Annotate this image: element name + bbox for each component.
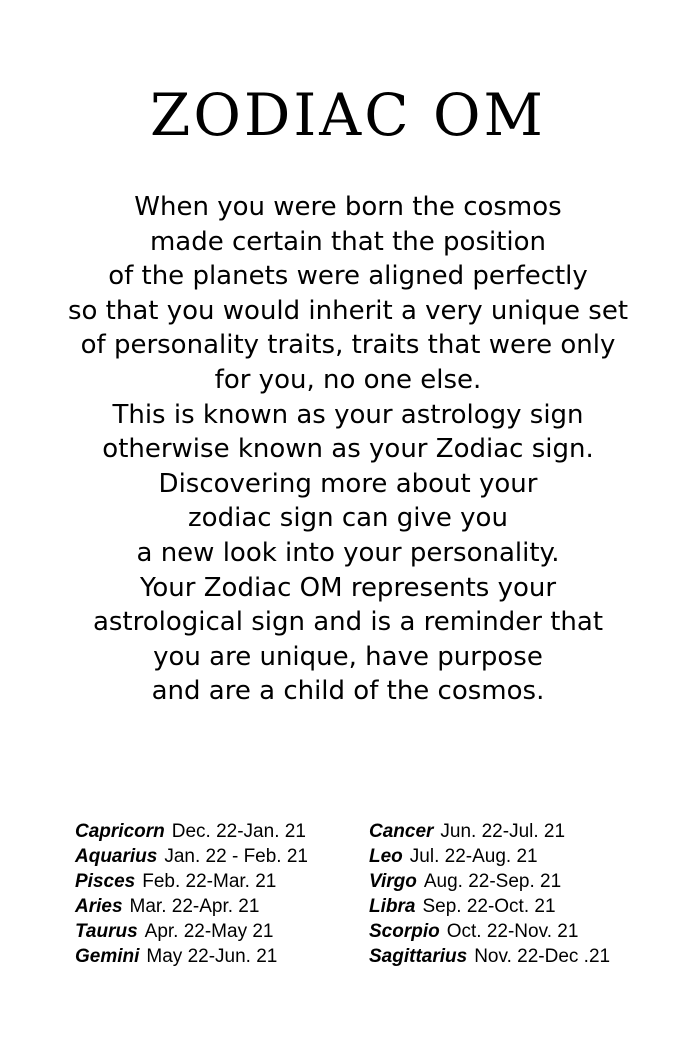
sign-row-pisces — [75, 869, 308, 894]
intro-line: astrological sign and is a reminder that — [92, 607, 604, 638]
sign-row-taurus — [75, 919, 308, 944]
sign-name: Capricorn — [75, 821, 165, 842]
sign-name: Sagittarius — [369, 946, 468, 967]
sign-dates: Feb. 22-Mar. 21 — [142, 871, 277, 892]
intro-line: so that you would inherit a very unique set — [67, 295, 629, 326]
sign-dates: May 22-Jun. 21 — [146, 946, 278, 967]
intro-line: Discovering more about your — [158, 468, 538, 499]
intro-line: you are unique, have purpose — [153, 641, 543, 672]
intro-line: otherwise known as your Zodiac sign. — [102, 434, 594, 465]
sign-dates: Jun. 22-Jul. 21 — [440, 821, 566, 842]
sign-row-gemini — [75, 944, 308, 969]
sign-row-sagittarius — [369, 944, 610, 969]
sign-row-leo — [369, 844, 610, 869]
intro-line: of the planets were aligned perfectly — [108, 261, 588, 292]
intro-line: made certain that the position — [149, 226, 547, 257]
zodiac-dates-right-column — [369, 819, 610, 969]
intro-line: When you were born the cosmos — [134, 192, 562, 222]
intro-paragraph — [40, 190, 656, 709]
sign-name: Virgo — [369, 871, 417, 892]
page-title: ZODIAC OM — [150, 81, 546, 149]
sign-name: Aries — [75, 896, 123, 917]
intro-line: and are a child of the cosmos. — [151, 676, 545, 707]
sign-row-aquarius — [75, 844, 308, 869]
intro-line: of personality traits, traits that were only — [80, 330, 616, 361]
sign-row-capricorn — [75, 819, 308, 844]
sign-name: Taurus — [75, 921, 138, 942]
sign-row-virgo — [369, 869, 610, 894]
intro-line: a new look into your personality. — [136, 537, 560, 568]
zodiac-dates-left-column — [75, 819, 308, 969]
sign-dates: Nov. 22-Dec .21 — [474, 946, 611, 967]
sign-row-libra — [369, 894, 610, 919]
intro-line: for you, no one else. — [214, 364, 482, 395]
sign-dates: Sep. 22-Oct. 21 — [422, 896, 556, 917]
sign-name: Libra — [369, 896, 416, 917]
intro-line: Your Zodiac OM represents your — [139, 572, 557, 603]
sign-name: Aquarius — [75, 846, 158, 867]
sign-row-aries — [75, 894, 308, 919]
sign-row-scorpio — [369, 919, 610, 944]
sign-dates: Aug. 22-Sep. 21 — [423, 871, 562, 892]
sign-dates: Mar. 22-Apr. 21 — [129, 896, 260, 917]
sign-dates: Dec. 22-Jan. 21 — [171, 821, 306, 842]
intro-line: zodiac sign can give you — [188, 503, 508, 534]
sign-name: Cancer — [369, 821, 434, 842]
sign-name: Leo — [369, 846, 403, 867]
sign-dates: Jan. 22 - Feb. 21 — [164, 846, 309, 867]
sign-name: Scorpio — [369, 921, 440, 942]
intro-line: This is known as your astrology sign — [112, 399, 584, 430]
sign-dates: Jul. 22-Aug. 21 — [409, 846, 538, 867]
sign-dates: Oct. 22-Nov. 21 — [446, 921, 579, 942]
sign-dates: Apr. 22-May 21 — [144, 921, 274, 942]
sign-name: Pisces — [75, 871, 136, 892]
sign-row-cancer — [369, 819, 610, 844]
sign-name: Gemini — [75, 946, 140, 967]
